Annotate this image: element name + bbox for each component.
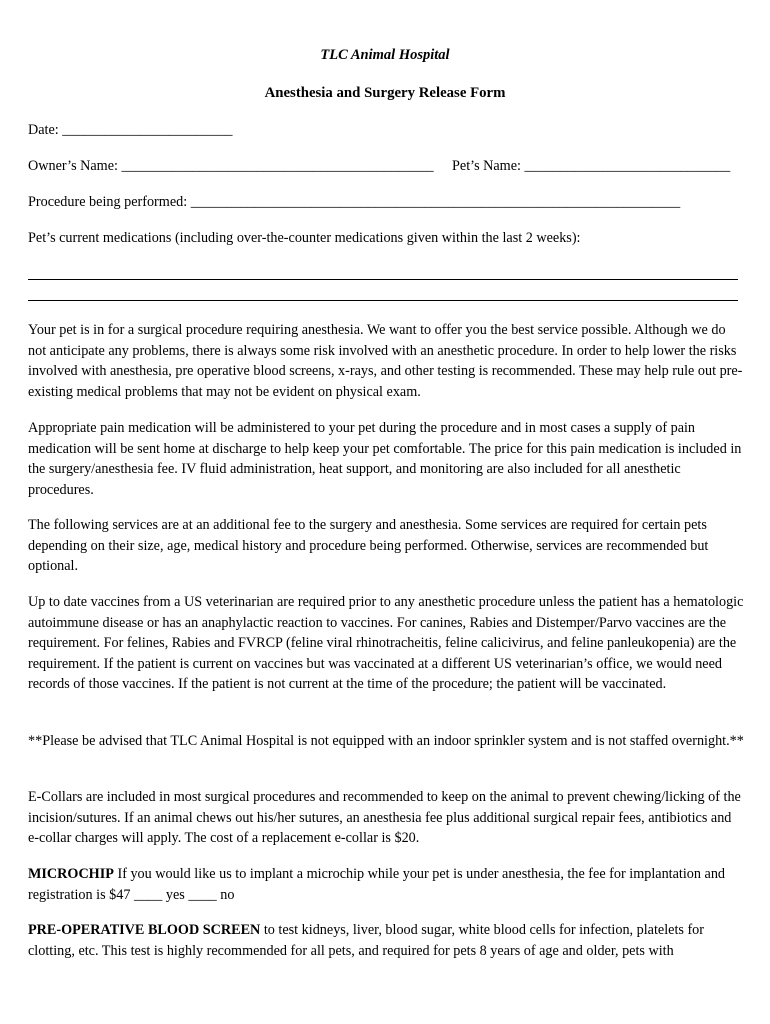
microchip-label: MICROCHIP xyxy=(28,866,114,882)
vaccines-paragraph: Up to date vaccines from a US veterinarian are required prior to any anesthetic procedure unless the patient has a hematologic autoimmune disease or has an anaphylactic reaction to vaccines. For canines, Rabies and Distemper/Parvo vaccines are the requirement. For felines, Rabies and FVRCP (feline viral rhinotracheitis, feline calicivirus, and feline panleukopenia) are the requirement. If the patient is current on vaccines but was vaccinated at a different US veterinarian’s office, we would need records of those vaccines. If the patient is not current at the time of the procedure; the patient will be vaccinated. xyxy=(28,594,744,693)
blood-screen-text: to test kidneys, liver, blood sugar, white blood cells for infection, platelets for clotting, etc. This test is highly recommended for all pets, and required for pets 8 years of age and older, pets with xyxy=(28,922,704,959)
blood-screen-paragraph xyxy=(28,920,744,961)
ecollar-paragraph: E-Collars are included in most surgical procedures and recommended to keep on the animal to prevent chewing/licking of the incision/sutures. If an animal chews out his/her sutures, an anesthesia fee plus additional surgical repair fees, antibiotics and e-collar charges will apply. The cost of a replacement e-collar is $20. xyxy=(28,789,741,847)
pain-medication-paragraph: Appropriate pain medication will be administered to your pet during the procedure and in most cases a supply of pain medication will be sent home at discharge to help keep your pet comfortable. The price for this pain medication is included in the surgery/anesthesia fee. IV fluid administration, heat support, and monitoring are also included for all anesthetic procedures. xyxy=(28,420,742,498)
owner-name-field[interactable]: Owner’s Name: ____________________________________________ xyxy=(28,158,434,174)
hospital-name: TLC Animal Hospital xyxy=(320,47,450,63)
medications-line-2[interactable] xyxy=(28,300,738,301)
medications-line-1[interactable] xyxy=(28,279,738,280)
date-field[interactable]: Date: ________________________ xyxy=(28,122,233,138)
blood-screen-label: PRE-OPERATIVE BLOOD SCREEN xyxy=(28,922,261,938)
form-title: Anesthesia and Surgery Release Form xyxy=(264,85,506,101)
additional-services-paragraph: The following services are at an additional fee to the surgery and anesthesia. Some services are required for certain pets depending on their size, age, medical history and procedure being performed. Otherwise, services are recommended but optional. xyxy=(28,517,709,575)
medications-label: Pet’s current medications (including over-the-counter medications given within the last 2 weeks): xyxy=(28,230,581,246)
risk-paragraph: Your pet is in for a surgical procedure requiring anesthesia. We want to offer you the best service possible. Although we do not anticipate any problems, there is always some risk involved with an anesthetic procedure. In order to help lower the risks involved with anesthesia, pre operative blood screens, x-rays, and other testing is recommended. These may help rule out pre-existing medical problems that may not be evident on physical exam. xyxy=(28,322,743,400)
pet-name-field[interactable]: Pet’s Name: _____________________________ xyxy=(452,158,731,174)
microchip-text[interactable]: If you would like us to implant a microchip while your pet is under anesthesia, the fee for implantation and registration is $47 ____ yes ____ no xyxy=(28,866,726,903)
microchip-paragraph xyxy=(28,864,744,905)
procedure-field[interactable]: Procedure being performed: _____________________________________________________________________ xyxy=(28,194,681,210)
sprinkler-notice: **Please be advised that TLC Animal Hospital is not equipped with an indoor sprinkler system and is not staffed overnight.** xyxy=(28,733,744,749)
